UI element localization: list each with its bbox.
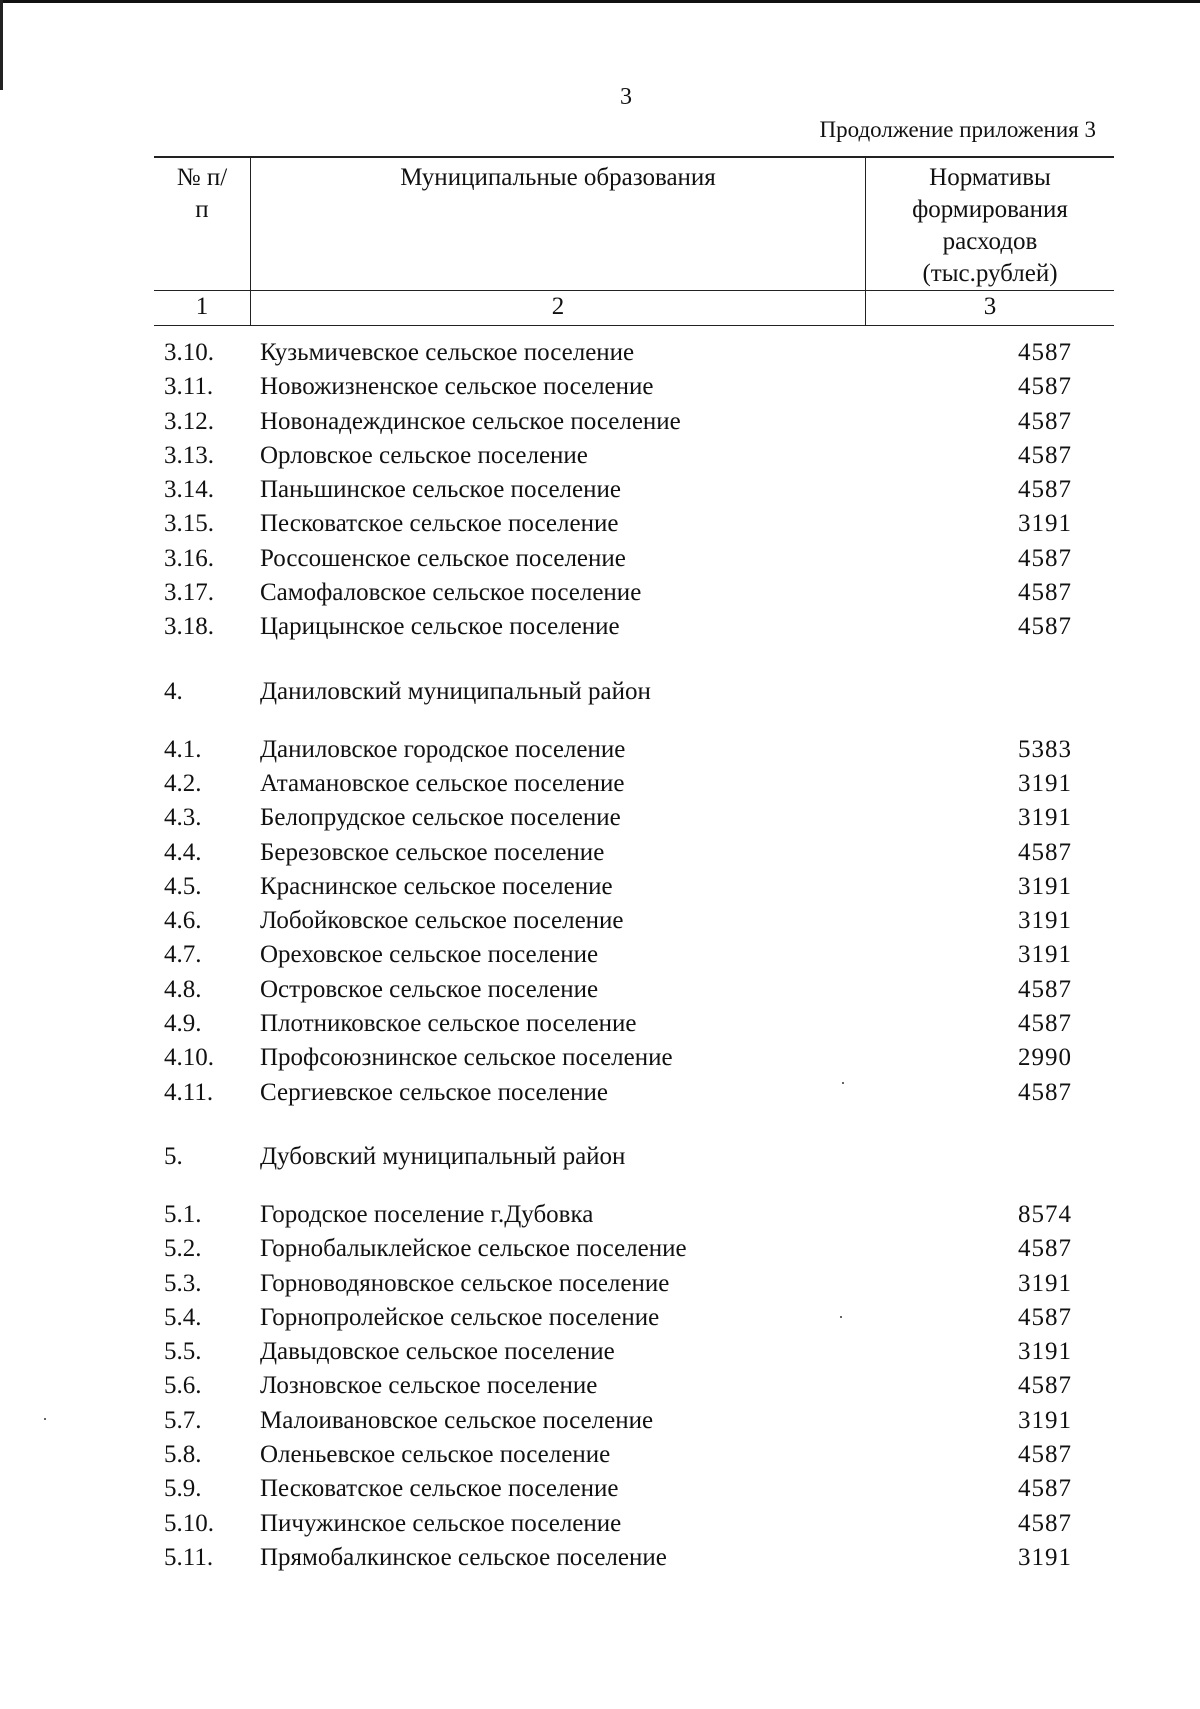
row-municipality: Давыдовское сельское поселение bbox=[260, 1338, 615, 1366]
row-value: 4587 bbox=[1018, 975, 1072, 1003]
row-number: 4.9. bbox=[164, 1010, 202, 1038]
row-municipality: Россошенское сельское поселение bbox=[260, 544, 626, 572]
district-name: Даниловский муниципальный район bbox=[260, 677, 651, 705]
row-value: 4587 bbox=[1018, 476, 1072, 504]
row-municipality: Паньшинское сельское поселение bbox=[260, 476, 621, 504]
table-row bbox=[154, 1267, 1114, 1301]
table-row bbox=[154, 1041, 1114, 1075]
row-municipality: Царицынское сельское поселение bbox=[260, 613, 620, 641]
row-municipality: Самофаловское сельское поселение bbox=[260, 579, 642, 607]
table-row bbox=[154, 1507, 1114, 1541]
row-value: 4587 bbox=[1018, 579, 1072, 607]
row-value: 4587 bbox=[1018, 1509, 1072, 1537]
row-municipality: Горнобалыклейское сельское поселение bbox=[260, 1235, 687, 1263]
row-number: 4.5. bbox=[164, 872, 202, 900]
district-heading bbox=[154, 1140, 1114, 1174]
row-value: 3191 bbox=[1018, 510, 1072, 538]
row-number: 3.11. bbox=[164, 373, 214, 401]
group-5-rows bbox=[154, 1198, 1114, 1575]
district-number: 4. bbox=[164, 677, 183, 705]
page-number: 3 bbox=[620, 84, 632, 110]
row-number: 4.10. bbox=[164, 1044, 214, 1072]
row-number: 3.18. bbox=[164, 613, 214, 641]
table-row bbox=[154, 405, 1114, 439]
table-row bbox=[154, 938, 1114, 972]
table-row bbox=[154, 801, 1114, 835]
table-row bbox=[154, 1541, 1114, 1575]
row-municipality: Новожизненское сельское поселение bbox=[260, 373, 654, 401]
row-municipality: Атамановское сельское поселение bbox=[260, 769, 625, 797]
row-value: 4587 bbox=[1018, 1441, 1072, 1469]
scan-top-edge bbox=[0, 0, 1200, 3]
scan-speck bbox=[44, 1418, 46, 1420]
row-value: 3191 bbox=[1018, 1543, 1072, 1571]
row-value: 3191 bbox=[1018, 1406, 1072, 1434]
row-value: 4587 bbox=[1018, 1010, 1072, 1038]
row-municipality: Лобойковское сельское поселение bbox=[260, 907, 624, 935]
row-value: 4587 bbox=[1018, 373, 1072, 401]
row-municipality: Белопрудское сельское поселение bbox=[260, 804, 621, 832]
row-number: 4.7. bbox=[164, 941, 202, 969]
row-municipality: Березовское сельское поселение bbox=[260, 838, 605, 866]
group-3-rows bbox=[154, 336, 1114, 645]
row-municipality: Песковатское сельское поселение bbox=[260, 510, 619, 538]
row-value: 4587 bbox=[1018, 1078, 1072, 1106]
row-number: 3.17. bbox=[164, 579, 214, 607]
row-number: 4.6. bbox=[164, 907, 202, 935]
row-municipality: Прямобалкинское сельское поселение bbox=[260, 1543, 667, 1571]
row-municipality: Кузьмичевское сельское поселение bbox=[260, 339, 635, 366]
row-municipality: Городское поселение г.Дубовка bbox=[260, 1200, 594, 1228]
row-number: 5.9. bbox=[164, 1475, 202, 1503]
row-municipality: Пичужинское сельское поселение bbox=[260, 1509, 622, 1537]
row-number: 5.4. bbox=[164, 1303, 202, 1331]
row-number: 3.14. bbox=[164, 476, 214, 504]
header-col-number: № п/п bbox=[154, 157, 251, 291]
row-number: 5.2. bbox=[164, 1235, 202, 1263]
row-municipality: Профсоюзнинское сельское поселение bbox=[260, 1044, 673, 1072]
row-value: 3191 bbox=[1018, 872, 1072, 900]
row-municipality: Плотниковское сельское поселение bbox=[260, 1010, 637, 1038]
row-municipality: Островское сельское поселение bbox=[260, 975, 599, 1003]
table-row bbox=[154, 1301, 1114, 1335]
row-municipality: Лозновское сельское поселение bbox=[260, 1372, 598, 1400]
table-row bbox=[154, 1007, 1114, 1041]
table-row bbox=[154, 439, 1114, 473]
table-row bbox=[154, 507, 1114, 541]
row-municipality: Орловское сельское поселение bbox=[260, 441, 588, 469]
row-number: 5.7. bbox=[164, 1406, 202, 1434]
district-name: Дубовский муниципальный район bbox=[260, 1142, 626, 1170]
row-municipality: Ореховское сельское поселение bbox=[260, 941, 599, 969]
row-value: 3191 bbox=[1018, 1338, 1072, 1366]
table-row bbox=[154, 1404, 1114, 1438]
row-value: 8574 bbox=[1018, 1200, 1072, 1228]
row-value: 4587 bbox=[1018, 1303, 1072, 1331]
row-number: 4.3. bbox=[164, 804, 202, 832]
scan-left-edge bbox=[0, 0, 3, 90]
table-row bbox=[154, 576, 1114, 610]
table-row bbox=[154, 904, 1114, 938]
row-number: 4.2. bbox=[164, 769, 202, 797]
table-row bbox=[154, 733, 1114, 767]
row-number: 5.10. bbox=[164, 1509, 214, 1537]
row-number: 5.3. bbox=[164, 1269, 202, 1297]
table-row bbox=[154, 1232, 1114, 1266]
table-row bbox=[154, 336, 1114, 370]
row-value: 3191 bbox=[1018, 769, 1072, 797]
district-heading bbox=[154, 675, 1114, 709]
row-number: 5.8. bbox=[164, 1441, 202, 1469]
row-number: 3.13. bbox=[164, 441, 214, 469]
table-header bbox=[154, 156, 1114, 326]
row-value: 3191 bbox=[1018, 1269, 1072, 1297]
row-number: 5.5. bbox=[164, 1338, 202, 1366]
table-row bbox=[154, 370, 1114, 404]
table-row bbox=[154, 610, 1114, 644]
row-number: 4.11. bbox=[164, 1078, 214, 1106]
header-num-3: 3 bbox=[866, 291, 1115, 326]
table-row bbox=[154, 1369, 1114, 1403]
row-value: 4587 bbox=[1018, 1235, 1072, 1263]
row-municipality: Песковатское сельское поселение bbox=[260, 1475, 619, 1503]
row-number: 3.16. bbox=[164, 544, 214, 572]
row-municipality: Даниловское городское поселение bbox=[260, 735, 626, 763]
header-num-2: 2 bbox=[251, 291, 866, 326]
row-number: 5.6. bbox=[164, 1372, 202, 1400]
scan-speck bbox=[842, 1082, 844, 1084]
row-number: 4.8. bbox=[164, 975, 202, 1003]
row-municipality: Краснинское сельское поселение bbox=[260, 872, 613, 900]
table-row bbox=[154, 473, 1114, 507]
scan-speck bbox=[840, 1316, 842, 1318]
row-number: 4.1. bbox=[164, 735, 202, 763]
row-number: 5.1. bbox=[164, 1200, 202, 1228]
header-num-1: 1 bbox=[154, 291, 251, 326]
row-value: 4587 bbox=[1018, 1475, 1072, 1503]
row-municipality: Сергиевское сельское поселение bbox=[260, 1078, 609, 1106]
row-number: 3.12. bbox=[164, 407, 214, 435]
table-row bbox=[154, 1335, 1114, 1369]
table-row bbox=[154, 836, 1114, 870]
row-value: 4587 bbox=[1018, 838, 1072, 866]
header-col-norms: Нормативы формирования расходов (тыс.рублей) bbox=[866, 157, 1115, 291]
table-row bbox=[154, 973, 1114, 1007]
row-municipality: Горнопролейское сельское поселение bbox=[260, 1303, 660, 1331]
row-municipality: Малоивановское сельское поселение bbox=[260, 1406, 654, 1434]
row-value: 4587 bbox=[1018, 544, 1072, 572]
row-value: 3191 bbox=[1018, 907, 1072, 935]
row-value: 3191 bbox=[1018, 941, 1072, 969]
row-municipality: Горноводяновское сельское поселение bbox=[260, 1269, 670, 1297]
table-row bbox=[154, 767, 1114, 801]
row-number: 3.15. bbox=[164, 510, 214, 538]
row-number: 5.11. bbox=[164, 1543, 214, 1571]
row-number: 3.10. bbox=[164, 339, 214, 366]
row-value: 4587 bbox=[1018, 441, 1072, 469]
table-row bbox=[154, 1076, 1114, 1110]
table-row bbox=[154, 1438, 1114, 1472]
row-value: 4587 bbox=[1018, 339, 1072, 366]
continuation-label: Продолжение приложения 3 bbox=[819, 117, 1096, 142]
row-municipality: Оленьевское сельское поселение bbox=[260, 1441, 611, 1469]
row-value: 4587 bbox=[1018, 1372, 1072, 1400]
row-number: 4.4. bbox=[164, 838, 202, 866]
row-value: 3191 bbox=[1018, 804, 1072, 832]
table-row bbox=[154, 542, 1114, 576]
row-municipality: Новонадеждинское сельское поселение bbox=[260, 407, 681, 435]
district-number: 5. bbox=[164, 1142, 183, 1170]
row-value: 5383 bbox=[1018, 735, 1072, 763]
group-4-rows bbox=[154, 733, 1114, 1110]
row-value: 4587 bbox=[1018, 407, 1072, 435]
table-body bbox=[154, 336, 1114, 1575]
row-value: 4587 bbox=[1018, 613, 1072, 641]
table-row bbox=[154, 1472, 1114, 1506]
table-row bbox=[154, 1198, 1114, 1232]
table-row bbox=[154, 870, 1114, 904]
header-col-municipality: Муниципальные образования bbox=[251, 157, 866, 291]
row-value: 2990 bbox=[1018, 1044, 1072, 1072]
